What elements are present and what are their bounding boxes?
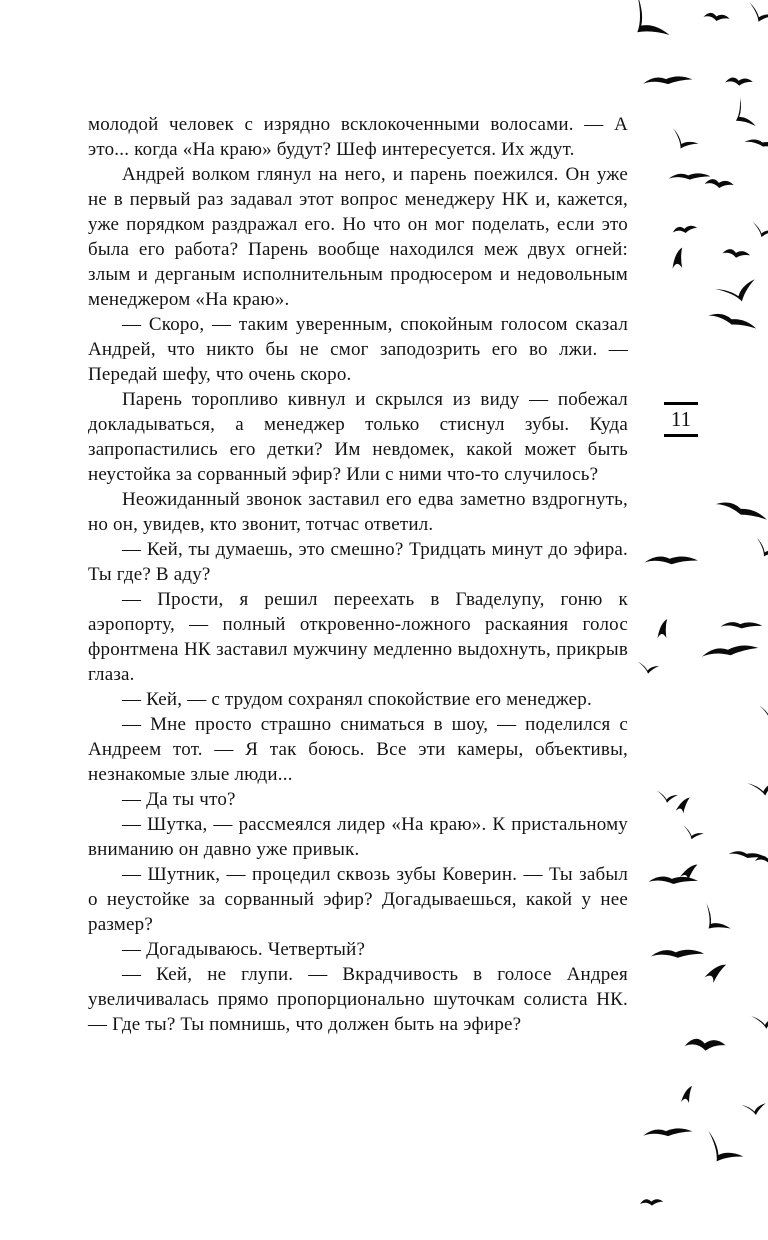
bird-icon bbox=[715, 500, 768, 521]
bird-icon bbox=[656, 791, 678, 804]
paragraph: — Да ты что? bbox=[122, 789, 236, 810]
bird-icon bbox=[708, 311, 758, 329]
bird-icon bbox=[685, 1038, 726, 1053]
bird-icon bbox=[729, 851, 767, 859]
bird-icon bbox=[642, 73, 692, 88]
page-text bbox=[88, 112, 628, 1037]
paragraph: — Кей, ты думаешь, это смешно? Тридцать минут до эфира. Ты где? В аду? bbox=[88, 539, 628, 585]
paragraph: — Догадываюсь. Четвертый? bbox=[122, 939, 366, 960]
bird-icon bbox=[751, 1014, 768, 1030]
bird-icon bbox=[744, 139, 768, 149]
paragraph: — Скоро, — таким уверенным, спокойным голосом сказал Андрей, что никто бы не смог заподозрить его во лжи. — Передай шефу, что очень скоро. bbox=[88, 314, 628, 385]
bird-icon bbox=[655, 619, 670, 639]
bird-icon bbox=[749, 222, 768, 240]
paragraph: Андрей волком глянул на него, и парень поежился. Он уже не в первый раз задавал этот вопрос менеджеру НК и, кажется, уже порядком раздражал его. Но что он мог поделать, если это была его работа? Парень вообще находился меж двух огней: злым и дерганым исполнительным продюсером и недовольным менеджером «На краю». bbox=[88, 164, 628, 310]
paragraph: — Прости, я решил переехать в Гваделупу, гоню к аэропорту, — полный откровенно-ложного раскаяния голос фронтмена НК заставил мужчину медленно выдохнуть, прикрыв глаза. bbox=[88, 589, 628, 685]
bird-icon bbox=[726, 97, 758, 133]
bird-icon bbox=[637, 662, 659, 675]
bird-icon bbox=[697, 1131, 746, 1172]
bird-icon bbox=[680, 860, 698, 882]
bird-icon bbox=[744, 2, 768, 27]
bird-icon bbox=[703, 12, 730, 24]
page-number bbox=[664, 402, 698, 437]
paragraph: — Мне просто страшно сниматься в шоу, — поделился с Андреем тот. — Я так боюсь. Все эти камеры, объективы, незнакомые злые люди... bbox=[88, 714, 628, 785]
paragraph: Парень торопливо кивнул и скрылся из виду — побежал докладываться, а менеджер только стиснул зубы. Куда запропастились его детки? Им невдомек, какой может быть неустойка за сорванный эфир? Или с ними что-то случилось? bbox=[88, 389, 628, 485]
paragraph: — Кей, — с трудом сохранял спокойствие его менеджер. bbox=[122, 689, 592, 710]
paragraph: — Кей, не глупи. — Вкрадчивость в голосе Андрея увеличивалась прямо пропорционально шуточкам солиста НК. — Где ты? Ты помнишь, что должен быть на эфире? bbox=[88, 964, 628, 1035]
bird-icon bbox=[672, 225, 697, 234]
bird-icon bbox=[667, 128, 700, 155]
bird-icon bbox=[747, 778, 768, 798]
bird-icon bbox=[751, 538, 768, 562]
bird-icon bbox=[650, 946, 704, 960]
paragraph: Неожиданный звонок заставил его едва заметно вздрогнуть, но он, увидев, кто звонит, тотчас ответил. bbox=[88, 489, 628, 535]
paragraph: — Шутка, — рассмеялся лидер «На краю». К пристальному вниманию он давно уже привык. bbox=[88, 814, 628, 860]
bird-icon bbox=[701, 640, 759, 661]
bird-icon bbox=[720, 620, 762, 630]
paragraph: — Шутник, — процедил сквозь зубы Коверин. — Ты забыл о неустойке за сорванный эфир? Догадываешься, какой у нее размер? bbox=[88, 864, 628, 935]
bird-icon bbox=[675, 795, 689, 814]
bird-icon bbox=[704, 178, 734, 190]
bird-icon bbox=[681, 1086, 692, 1103]
bird-icon bbox=[668, 171, 710, 182]
bird-icon bbox=[741, 1101, 767, 1118]
bird-icon bbox=[755, 856, 768, 863]
bird-icon bbox=[715, 275, 760, 309]
bird-icon bbox=[695, 903, 734, 940]
bird-icon bbox=[757, 706, 768, 723]
bird-icon bbox=[644, 553, 698, 566]
bird-icon bbox=[642, 1125, 692, 1140]
paragraph: молодой человек с изрядно всклокоченными волосами. — А это... когда «На краю» будут? Шеф интересуется. Их ждут. bbox=[88, 114, 628, 160]
page-number-value: 11 bbox=[670, 407, 692, 431]
bird-icon bbox=[640, 1199, 663, 1205]
bird-icon bbox=[619, 0, 674, 50]
bird-icon bbox=[669, 247, 686, 269]
bird-icon bbox=[648, 874, 698, 886]
bird-icon bbox=[725, 77, 753, 87]
bird-icon bbox=[681, 826, 705, 842]
bird-icon bbox=[704, 959, 726, 985]
bird-icon bbox=[722, 248, 750, 260]
